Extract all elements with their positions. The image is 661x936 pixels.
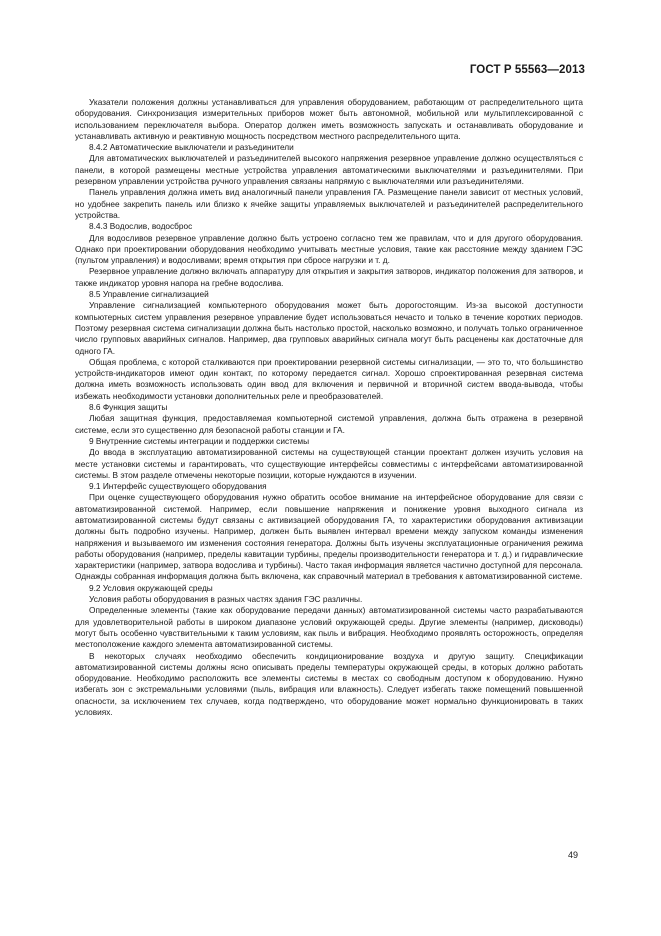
section-heading: 8.4.2 Автоматические выключатели и разъединители [89,142,294,153]
paragraph: Резервное управление должно включать аппаратуру для открытия и закрытия затворов, индикатор положения для затворов, и также индикатор уровня напора на гребне водослива. [75,266,583,288]
paragraph: До ввода в эксплуатацию автоматизированной системы на существующей станции проектант должен изучить условия на месте установки системы и гарантировать, что существующие интерфейсы совместимы с интерфейсами автоматизированной системы. В этом разделе отмечены некоторые позиции, которые нуждаются в изучении. [75,447,583,480]
paragraph: Управление сигнализацией компьютерного оборудования может быть дорогостоящим. Из-за высокой доступности компьютерных систем управления резервное управление будет использоваться нечасто и только в течение коротких периодов. Поэтому резервная система сигнализации должна быть настолько простой, насколько возможно, и получать только ограниченное число групповых аварийных сигналов. Например, два групповых аварийных сигнала могут быть расценены как достаточные для одного ГА. [75,300,583,356]
page-number: 49 [567,850,578,860]
section-heading: 8.4.3 Водослив, водосброс [89,221,193,232]
paragraph: При оценке существующего оборудования нужно обратить особое внимание на интерфейсное оборудование для связи с автоматизированной системой. Например, если повышение напряжения и понижение уровня выходного сигнала из автоматизированной системы будут связаны с активизацией оборудования ГА, то характеристики оборудования активизации должны быть подробно изучены. Например, должен быть выявлен интервал времени между запуском команды изменения напряжения и вызываемого им изменения состояния генератора. Должны быть изучены эксплуатационные ограничения режима работы оборудования (например, пределы кавитации турбины, пределы производительности генератора и т. д.) и гидравлические характеристики (например, затвора водослива и турбины). Часто такая информация является частично доступной для персонала. Однажды собранная информация должна быть включена, как справочный материал в требования к автоматизированной системе. [75,492,583,582]
paragraph: Для автоматических выключателей и разъединителей высокого напряжения резервное управление должно осуществляться с панели, в которой размещены местные устройства управления автоматическими выключателями и разъединителями. При резервном управлении устройства ручного управления связаны напрямую с выключателями или разъединителями. [75,153,583,187]
section-heading: 9.2 Условия окружающей среды [89,582,213,593]
paragraph: Общая проблема, с которой сталкиваются при проектировании резервной системы сигнализации, — это то, что большинство устройств-индикаторов имеют один контакт, по которому передается сигнал. Хорошо спроектированная резервная система должна иметь возможность использовать один ввод для включения и первичной и вторичной систем ввода-вывода, чтобы избежать необходимости установки дополнительных реле и преобразователей. [75,356,583,401]
paragraph: Определенные элементы (такие как оборудование передачи данных) автоматизированной системы часто разрабатываются для удовлетворительной работы в широком диапазоне условий окружающей среды. Другие элементы (например, дисководы) могут быть особенно чувствительными к таким условиям, как пыль и вибрация. Необходимо проявлять осторожность, определяя местоположение каждого элемента автоматизированной системы. [75,605,583,650]
section-heading: 9.1 Интерфейс существующего оборудования [89,481,267,492]
section-heading: 8.5 Управление сигнализацией [89,289,209,300]
document-body [75,97,583,718]
paragraph: Любая защитная функция, предоставляемая компьютерной системой управления, должна быть отражена в резервной системе, если это существенно для безопасной работы станции и ГА. [75,413,583,435]
document-code: ГОСТ Р 55563—2013 [469,64,585,76]
paragraph: Панель управления должна иметь вид аналогичный панели управления ГА. Размещение панели зависит от местных условий, но удобнее закрепить панель или близко к ячейке защиты управляемых выключателей и разъединителей распределительного устройства. [75,187,583,220]
paragraph: Для водосливов резервное управление должно быть устроено согласно тем же правилам, что и для другого оборудования. Однако при проектировании оборудования необходимо учитывать местные условия, такие как расстояние между зданием ГЭС (пультом управления) и водосливами; время открытия при сбросе нагрузки и т. д. [75,232,583,266]
section-heading: 8.6 Функция защиты [89,402,168,413]
paragraph: Условия работы оборудования в разных частях здания ГЭС различны. [89,594,363,605]
section-heading: 9 Внутренние системы интеграции и поддержки системы [89,435,310,446]
paragraph: В некоторых случаях необходимо обеспечить кондиционирование воздуха и другую защиту. Спецификации автоматизированной системы должны ясно описывать пределы температуры окружающей среды, в которых должно работать оборудование. Необходимо расположить все элементы системы в местах со свободным доступом к оборудованию. Нужно избегать зон с экстремальными условиями (пыль, вибрация или влажность). Следует избегать также помещений повышенной опасности, за исключением тех случаев, когда подтверждено, что оборудование может нормально функционировать в таких условиях. [75,650,583,718]
paragraph: Указатели положения должны устанавливаться для управления оборудованием, работающим от распределительного щита оборудования. Синхронизация измерительных приборов может быть автономной, мобильной или мультиплексированной с использованием переключателя выбора. Оператор должен иметь возможность запускать и останавливать оборудование и устанавливать активную и реактивную мощность посредством местного распределительного щита. [75,97,583,141]
